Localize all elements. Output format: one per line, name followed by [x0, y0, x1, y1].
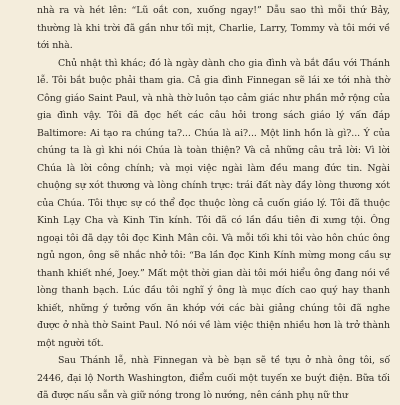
paragraph-after-mass: Sau Thánh lễ, nhà Finnegan và bè bạn sẽ tề tựu ở nhà ông tôi, số 2446, đại lộ North Washington, điểm cuối một tuyến xe buýt điện. Bữa tối đã được nấu sẵn và giữ nóng trong lò nướng, nên cánh phụ nữ thư [37, 355, 390, 401]
paragraph-sunday-mass: Chủ nhật thì khác; đó là ngày dành cho gia đình và bắt đầu với Thánh lễ. Tôi bắt buộc phải tham gia. Cả gia đình Finnegan sẽ lái xe tới nhà thờ Công giáo Saint Paul, và nhà thờ luôn tạo cảm giác như phần mở rộng của gia đình vậy. Tôi đã đọc hết các câu hỏi trong sách giáo lý vấn đáp Baltimore: Ai tạo ra chúng ta?... Chúa là ai?... Một linh hồn là gì?... Ý của chúng ta là gì khi nói Chúa là toàn thiện? Và cả những câu trả lời: Vì lời Chúa là lời công chính; và mọi việc ngài làm đều mang đức tin. Ngài chuộng sự xót thương và lòng chính trực: trái đất này đầy lòng thương xót của Chúa. Tôi thực sự có thể đọc thuộc lòng cả cuốn giáo lý. Tôi đã thuộc Kinh Lạy Cha và Kinh Tin kính. Tôi đã có lần đầu tiên đi xưng tội. Ông ngoại tôi đã dạy tôi đọc Kinh Mân côi. Và mỗi tối khi tôi vào hôn chúc ông ngủ ngon, ông sẽ nhắc nhở tôi: “Ba lần đọc Kinh Kính mừng mong cầu sự thanh khiết nhé, Joey.” Mất một thời gian dài tôi mới hiểu ông đang nói về lòng thanh bạch. Lúc đầu tôi nghĩ ý ông là mục đích cao quý hay thanh khiết, những ý tưởng vốn ăn khớp với các bài giảng chúng tôi đã nghe được ở nhà thờ Saint Paul. Nó nói về làm việc thiện nhiều hơn là trở thành một người tốt. [37, 57, 390, 349]
paragraph-continuation: nhà ra và hét lên: “Lũ oắt con, xuống ngay!” Dẫu sao thì mỗi thứ Bảy, thường là khi trời đã gần như tối mịt, Charlie, Larry, Tommy và tôi mới về tới nhà. [37, 5, 390, 51]
